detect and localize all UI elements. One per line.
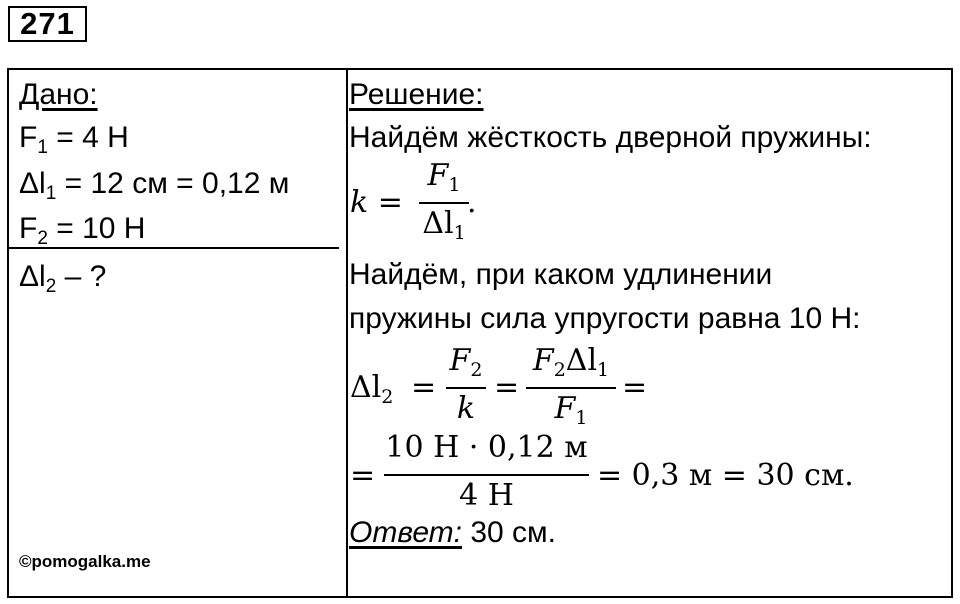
eq3-fraction: 10 Н · 0,12 м 4 Н (385, 430, 588, 513)
solution-heading: Решение: (349, 78, 484, 111)
eq3-result: = 0,3 м = 30 см. (597, 458, 854, 493)
given-f2: $F_2 = 10$ Н (19, 212, 146, 249)
eq1-lhs: k = (350, 185, 403, 220)
eq2-equals-b: = (494, 370, 520, 405)
solution-line1: Найдём жёсткость дверной пружины: (349, 121, 872, 154)
answer-line: Ответ: 30 см. (349, 516, 556, 549)
eq2-lhs: $\Delta l_2$ (350, 370, 394, 408)
eq1-fraction: $F_1$ $\Delta l_1$ (419, 158, 469, 248)
find-dl2: $\Delta l_2$ – ? (19, 260, 107, 297)
given-dl1: $\Delta l_1 = 12$ см = 0,12 м (19, 167, 290, 204)
eq2-equals-c: = (622, 370, 648, 405)
given-find-divider (9, 247, 339, 249)
given-f1: $F_1 = 4$ Н (19, 121, 129, 158)
watermark: ©pomogalka.me (19, 552, 151, 571)
eq2-fraction2: $F_2\Delta l_1$ $F_1$ (526, 343, 616, 433)
solution-line3: пружины сила упругости равна 10 Н: (349, 302, 861, 335)
given-heading: Дано: (19, 78, 98, 111)
eq3-lead: = (350, 458, 376, 493)
solution-line2: Найдём, при каком удлинении (349, 258, 773, 291)
eq2-fraction1: $F_2$ k (446, 343, 486, 433)
column-divider (346, 70, 348, 596)
eq1-tail: . (467, 185, 477, 220)
problem-number: 271 (8, 6, 87, 42)
eq2-equals-a: = (411, 370, 437, 405)
solution-table (7, 68, 953, 598)
